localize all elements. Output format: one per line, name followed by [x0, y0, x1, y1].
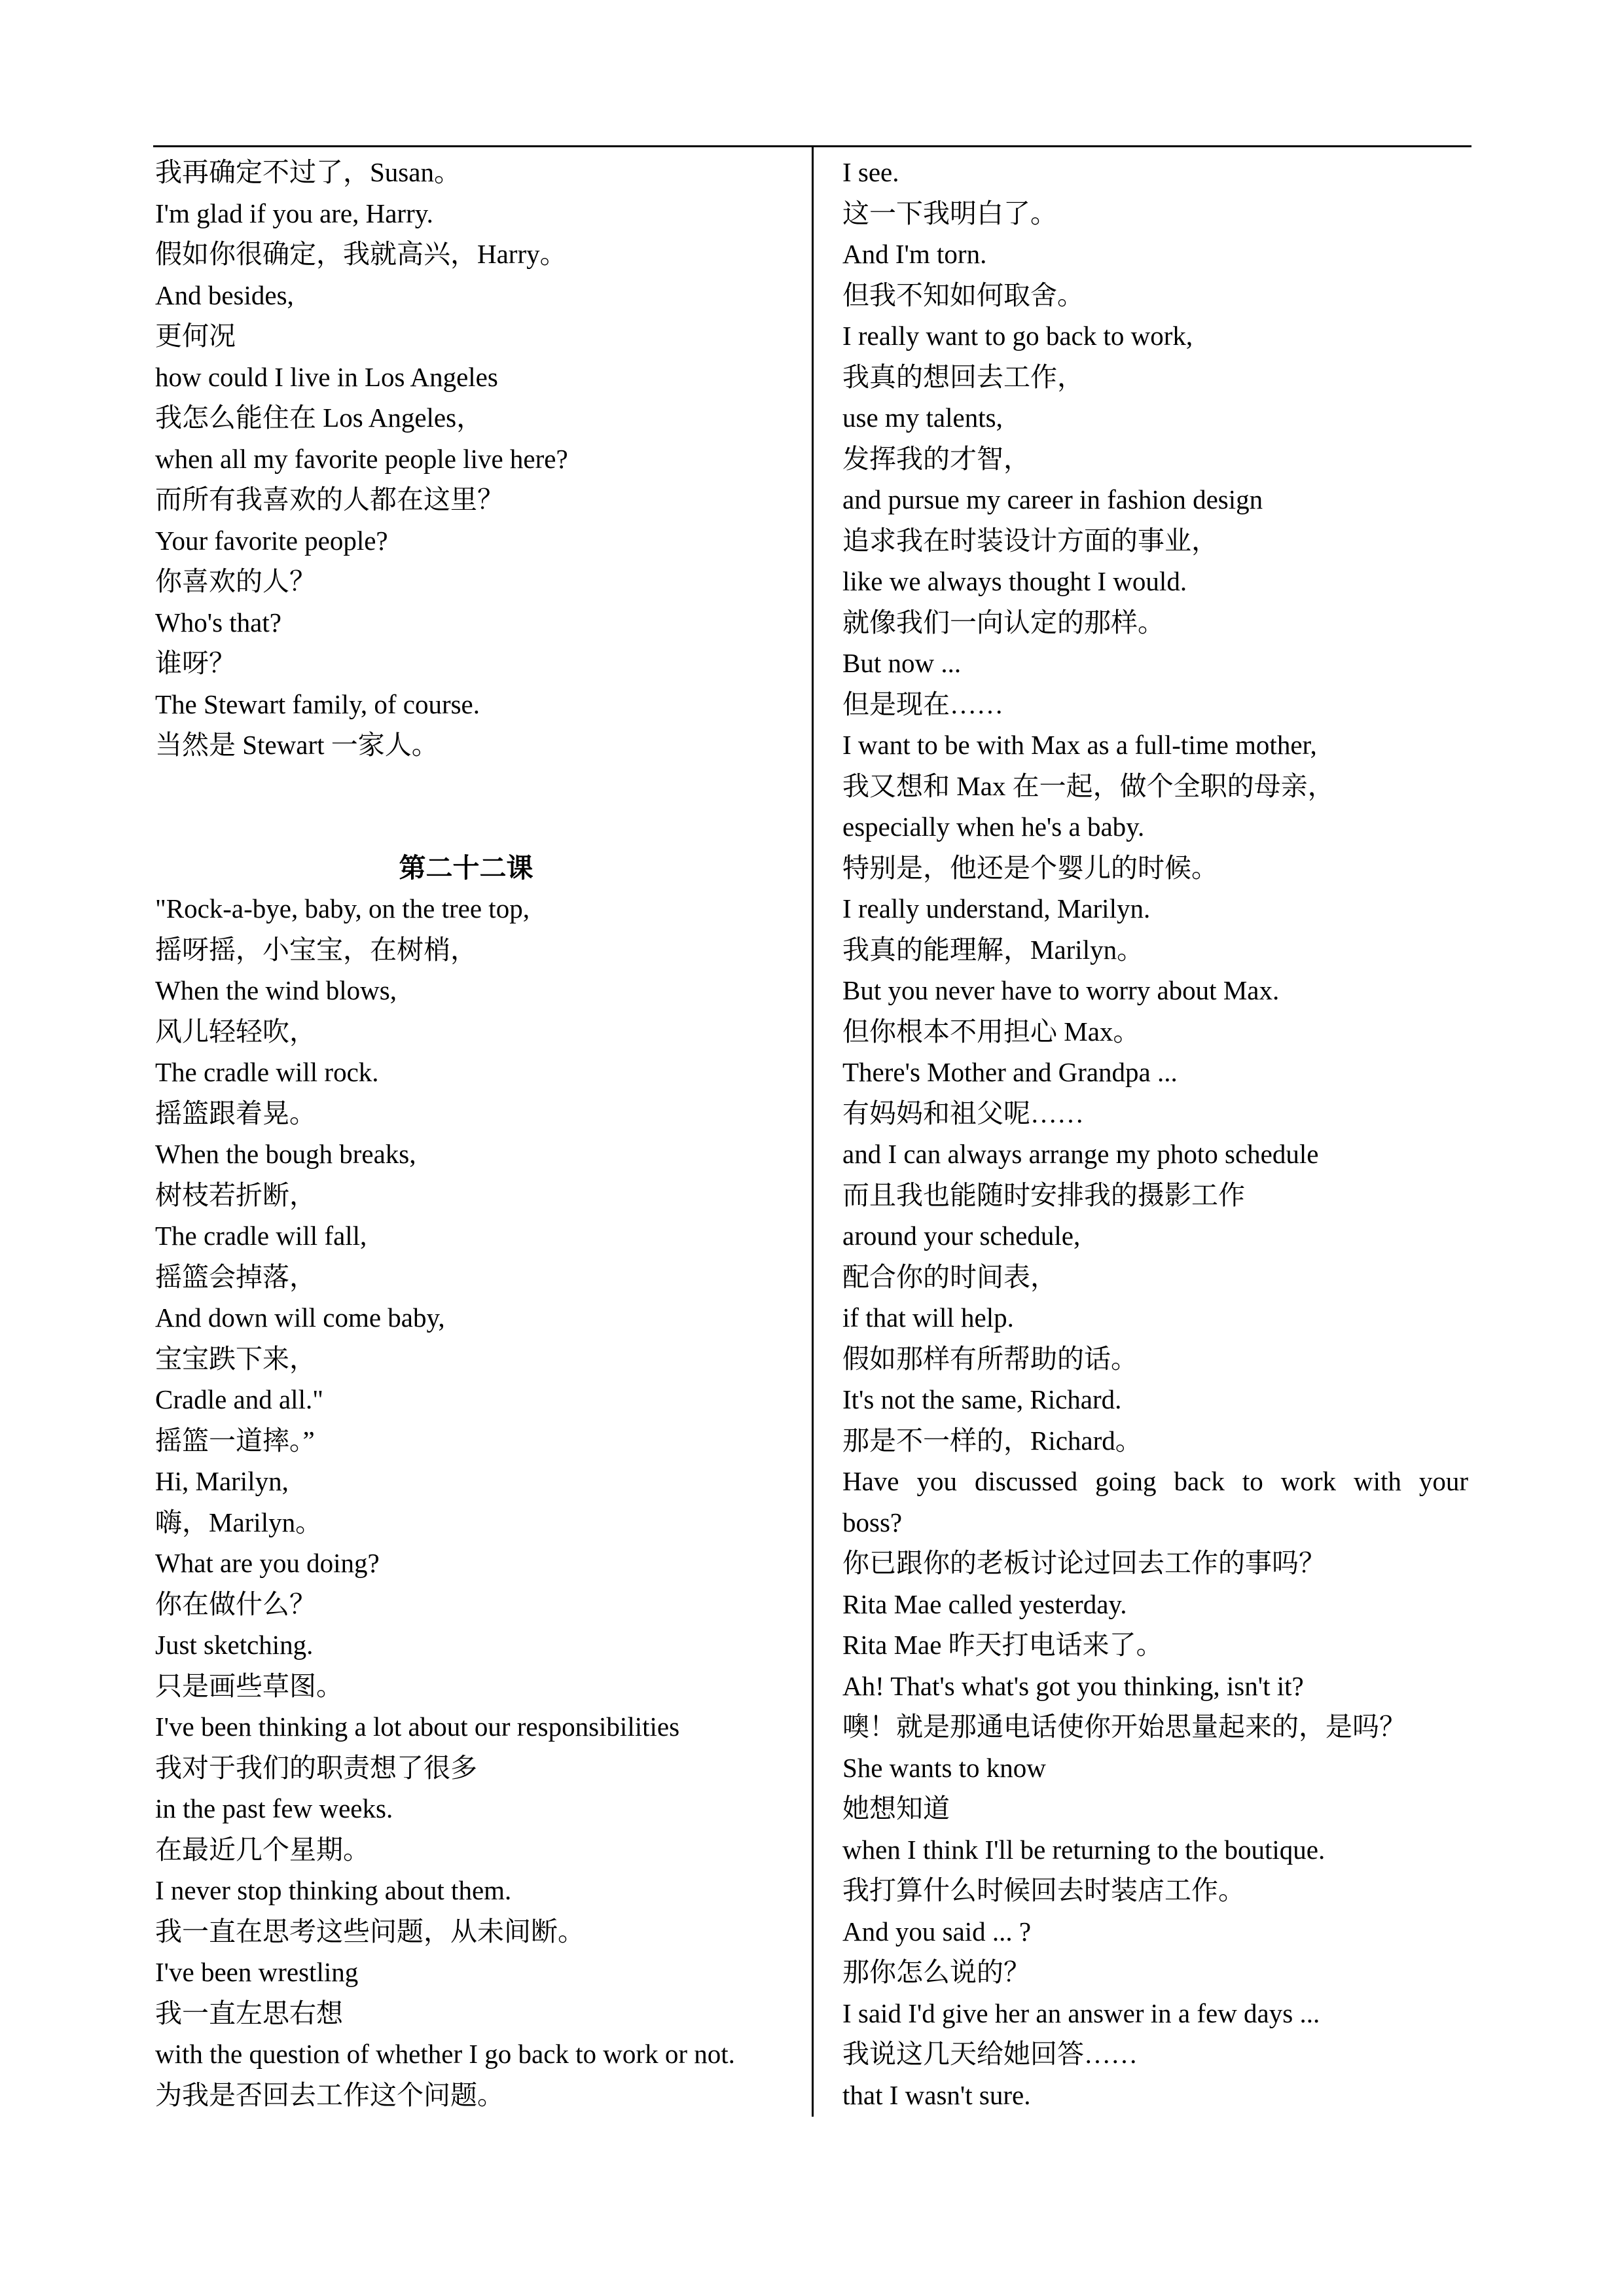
dialogue-line: if that will help.: [842, 1302, 1014, 1333]
left-dialogue-block-1: [155, 152, 777, 766]
dialogue-line: 而且我也能随时安排我的摄影工作: [842, 1179, 1245, 1210]
dialogue-line: 假如你很确定，我就高兴，Harry。: [155, 239, 567, 269]
dialogue-line: how could I live in Los Angeles: [155, 361, 498, 392]
dialogue-line: 树枝若折断，: [155, 1179, 316, 1210]
dialogue-line: I really want to go back to work,: [842, 321, 1193, 351]
dialogue-line: use my talents,: [842, 403, 1003, 433]
dialogue-line: 那是不一样的，Richard。: [842, 1425, 1142, 1456]
dialogue-line: And down will come baby,: [155, 1302, 445, 1333]
dialogue-line: 就像我们一向认定的那样。: [842, 607, 1164, 637]
dialogue-line: I've been wrestling: [155, 1957, 359, 1987]
dialogue-line: Who's that?: [155, 607, 281, 637]
dialogue-line: and I can always arrange my photo schedule: [842, 1139, 1319, 1169]
dialogue-line: And I'm torn.: [842, 239, 987, 269]
dialogue-line: and pursue my career in fashion design: [842, 484, 1263, 514]
blank-line: [155, 806, 777, 848]
dialogue-line: But now ...: [842, 648, 962, 678]
dialogue-line: Your favorite people?: [155, 525, 388, 556]
dialogue-line: 她想知道: [842, 1793, 950, 1823]
dialogue-line: 嗨，Marilyn。: [155, 1507, 323, 1537]
dialogue-line: like we always thought I would.: [842, 566, 1187, 596]
dialogue-line: 我打算什么时候回去时装店工作。: [842, 1875, 1245, 1905]
dialogue-line: 噢！就是那通电话使你开始思量起来的，是吗？: [842, 1712, 1406, 1742]
dialogue-line: 有妈妈和祖父呢……: [842, 1098, 1084, 1128]
dialogue-line: 摇篮跟着晃。: [155, 1098, 316, 1128]
right-dialogue-block-1: [842, 152, 1468, 1461]
dialogue-line: Just sketching.: [155, 1630, 314, 1660]
dialogue-line: when I think I'll be returning to the boutique.: [842, 1834, 1326, 1865]
dialogue-line: I want to be with Max as a full-time mother,: [842, 730, 1317, 760]
dialogue-line: 但是现在……: [842, 689, 1003, 719]
dialogue-line: 我又想和 Max 在一起，做个全职的母亲，: [842, 770, 1335, 801]
dialogue-line: 而所有我喜欢的人都在这里？: [155, 484, 504, 514]
dialogue-line: 你在做什么？: [155, 1588, 316, 1619]
dialogue-line: 只是画些草图。: [155, 1670, 343, 1701]
dialogue-line: I never stop thinking about them.: [155, 1875, 512, 1905]
dialogue-line: The cradle will fall,: [155, 1221, 367, 1251]
dialogue-line: 当然是 Stewart 一家人。: [155, 730, 439, 760]
dialogue-line: 配合你的时间表，: [842, 1261, 1057, 1292]
dialogue-line: The Stewart family, of course.: [155, 689, 480, 719]
dialogue-line: 我说这几天给她回答……: [842, 2039, 1138, 2069]
dialogue-line: And besides,: [155, 279, 294, 310]
dialogue-line: Ah! That's what's got you thinking, isn't it?: [842, 1670, 1304, 1701]
dialogue-line: 但你根本不用担心 Max。: [842, 1016, 1140, 1047]
dialogue-line: 在最近几个星期。: [155, 1834, 370, 1865]
dialogue-line: I see.: [842, 157, 899, 187]
dialogue-line: 我一直在思考这些问题，从未间断。: [155, 1916, 585, 1946]
dialogue-line: when all my favorite people live here?: [155, 443, 568, 474]
dialogue-line: 但我不知如何取舍。: [842, 279, 1084, 310]
dialogue-line: 我再确定不过了，Susan。: [155, 157, 461, 187]
dialogue-line: She wants to know: [842, 1752, 1046, 1783]
left-dialogue-block-2: [155, 888, 777, 2115]
dialogue-line: I really understand, Marilyn.: [842, 893, 1151, 924]
dialogue-line: It's not the same, Richard.: [842, 1384, 1122, 1414]
dialogue-line: The cradle will rock.: [155, 1057, 379, 1087]
dialogue-line: Cradle and all.": [155, 1384, 323, 1414]
dialogue-line: 为我是否回去工作这个问题。: [155, 2079, 504, 2110]
dialogue-line: 你已跟你的老板讨论过回去工作的事吗？: [842, 1548, 1326, 1578]
dialogue-line: 这一下我明白了。: [842, 198, 1057, 228]
dialogue-line: 特别是，他还是个婴儿的时候。: [842, 852, 1218, 883]
dialogue-line: Have you discussed going back to work with your: [842, 1466, 1468, 1496]
column-divider: [812, 145, 814, 2117]
dialogue-line: 风儿轻轻吹，: [155, 1016, 316, 1047]
dialogue-line: 我对于我们的职责想了很多: [155, 1752, 477, 1783]
dialogue-line: 摇篮一道摔。”: [155, 1425, 315, 1456]
dialogue-line: 我真的能理解，Marilyn。: [842, 934, 1144, 965]
dialogue-line: I've been thinking a lot about our responsibilities: [155, 1712, 680, 1742]
right-dialogue-block-2: [842, 1502, 1468, 2116]
lesson-title: 第二十二课: [399, 852, 533, 884]
dialogue-line: 我怎么能住在 Los Angeles，: [155, 403, 484, 433]
dialogue-line: 那你怎么说的？: [842, 1957, 1030, 1987]
dialogue-line: "Rock-a-bye, baby, on the tree top,: [155, 893, 530, 924]
dialogue-line: 谁呀？: [155, 648, 236, 678]
dialogue-line: around your schedule,: [842, 1221, 1081, 1251]
dialogue-line: Rita Mae 昨天打电话来了。: [842, 1630, 1163, 1660]
dialogue-line: What are you doing?: [155, 1548, 380, 1578]
dialogue-line: in the past few weeks.: [155, 1793, 393, 1823]
dialogue-line: 我真的想回去工作，: [842, 361, 1084, 392]
dialogue-line: 我一直左思右想: [155, 1998, 343, 2028]
dialogue-line: 更何况: [155, 321, 236, 351]
dialogue-line: Hi, Marilyn,: [155, 1466, 289, 1496]
dialogue-line: 发挥我的才智，: [842, 443, 1030, 474]
dialogue-line: 摇篮会掉落，: [155, 1261, 316, 1292]
dialogue-line: that I wasn't sure.: [842, 2079, 1031, 2110]
right-column: [842, 152, 1468, 2115]
dialogue-line: especially when he's a baby.: [842, 812, 1145, 842]
dialogue-line: I'm glad if you are, Harry.: [155, 198, 433, 228]
dialogue-line: And you said ... ?: [842, 1916, 1032, 1946]
dialogue-line: with the question of whether I go back to work or not.: [155, 2039, 735, 2069]
dialogue-line: I said I'd give her an answer in a few days ...: [842, 1998, 1320, 2028]
dialogue-line: 追求我在时装设计方面的事业，: [842, 525, 1218, 556]
dialogue-line: 假如那样有所帮助的话。: [842, 1343, 1138, 1374]
dialogue-line: There's Mother and Grandpa ...: [842, 1057, 1178, 1087]
dialogue-line: Rita Mae called yesterday.: [842, 1588, 1127, 1619]
blank-line: [155, 766, 777, 807]
dialogue-line: 宝宝跌下来，: [155, 1343, 316, 1374]
dialogue-line: When the wind blows,: [155, 975, 397, 1005]
dialogue-line: When the bough breaks,: [155, 1139, 416, 1169]
dialogue-line: 摇呀摇，小宝宝，在树梢，: [155, 934, 477, 965]
dialogue-line: boss?: [842, 1507, 903, 1537]
dialogue-line: But you never have to worry about Max.: [842, 975, 1280, 1005]
left-column: [155, 152, 777, 2115]
dialogue-line: 你喜欢的人？: [155, 566, 316, 596]
